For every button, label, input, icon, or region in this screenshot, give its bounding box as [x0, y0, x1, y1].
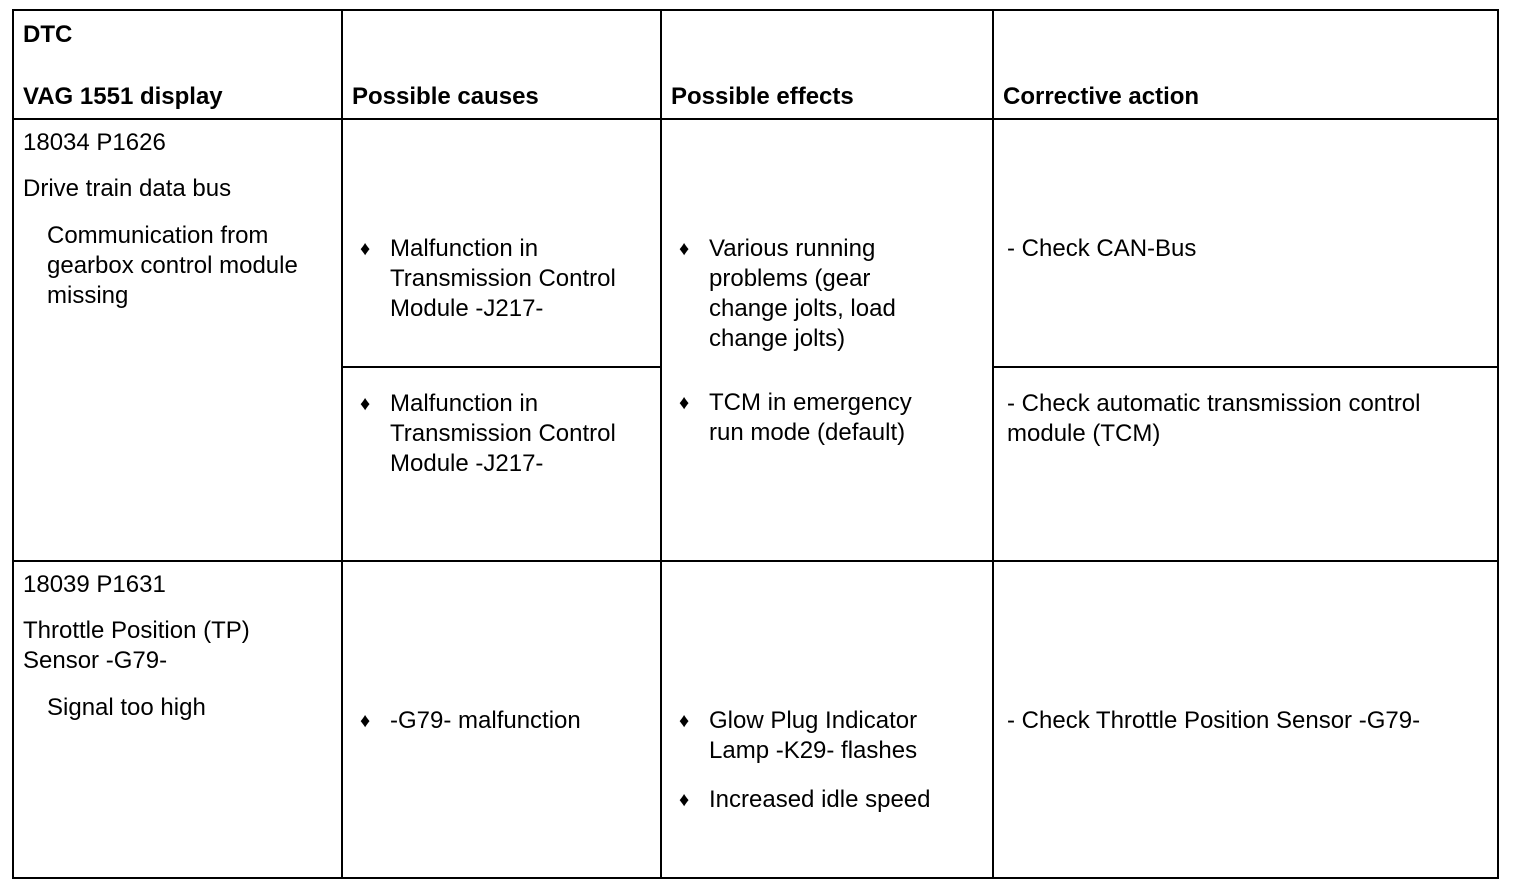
action-line: module (TCM) [1007, 420, 1161, 447]
bullet-icon: ♦ [679, 238, 690, 260]
cause-line: Module -J217- [390, 450, 544, 477]
header-dtc: DTC [23, 21, 73, 48]
dtc-fault-line: Communication from [47, 222, 269, 249]
effect-line: Lamp -K29- flashes [709, 737, 918, 764]
action-line: - Check automatic transmission control [1007, 390, 1421, 417]
dtc-fault-line: gearbox control module [47, 252, 298, 279]
effect-line: Increased idle speed [709, 786, 931, 813]
cause-line: Module -J217- [390, 295, 544, 322]
effect-line: Glow Plug Indicator [709, 707, 918, 734]
dtc-code: 18039 P1631 [23, 571, 166, 598]
dtc-fault-line: Signal too high [47, 694, 206, 721]
header-vag-display: VAG 1551 display [23, 83, 223, 110]
effect-line: Various running [709, 235, 876, 262]
dtc-code: 18034 P1626 [23, 129, 166, 156]
dtc-component: Sensor -G79- [23, 647, 168, 674]
bullet-icon: ♦ [679, 392, 690, 414]
bullet-icon: ♦ [360, 238, 371, 260]
cause-line: -G79- malfunction [390, 707, 581, 734]
header-corrective-action: Corrective action [1003, 83, 1200, 110]
dtc-component: Throttle Position (TP) [23, 617, 250, 644]
action-line: - Check Throttle Position Sensor -G79- [1007, 707, 1421, 734]
header-possible-effects: Possible effects [671, 83, 854, 110]
effect-line: change jolts, load [709, 295, 896, 322]
effect-line: problems (gear [709, 265, 871, 292]
bullet-icon: ♦ [679, 710, 690, 732]
cause-line: Malfunction in [390, 235, 539, 262]
action-line: - Check CAN-Bus [1007, 235, 1197, 262]
header-possible-causes: Possible causes [352, 83, 539, 110]
bullet-icon: ♦ [360, 710, 371, 732]
effect-line: change jolts) [709, 325, 846, 352]
dtc-fault-line: missing [47, 282, 129, 309]
dtc-component: Drive train data bus [23, 175, 232, 202]
effect-line: TCM in emergency [709, 389, 912, 416]
effect-line: run mode (default) [709, 419, 906, 446]
cause-line: Transmission Control [390, 420, 616, 447]
bullet-icon: ♦ [360, 393, 371, 415]
bullet-icon: ♦ [679, 789, 690, 811]
cause-line: Transmission Control [390, 265, 616, 292]
cause-line: Malfunction in [390, 390, 539, 417]
